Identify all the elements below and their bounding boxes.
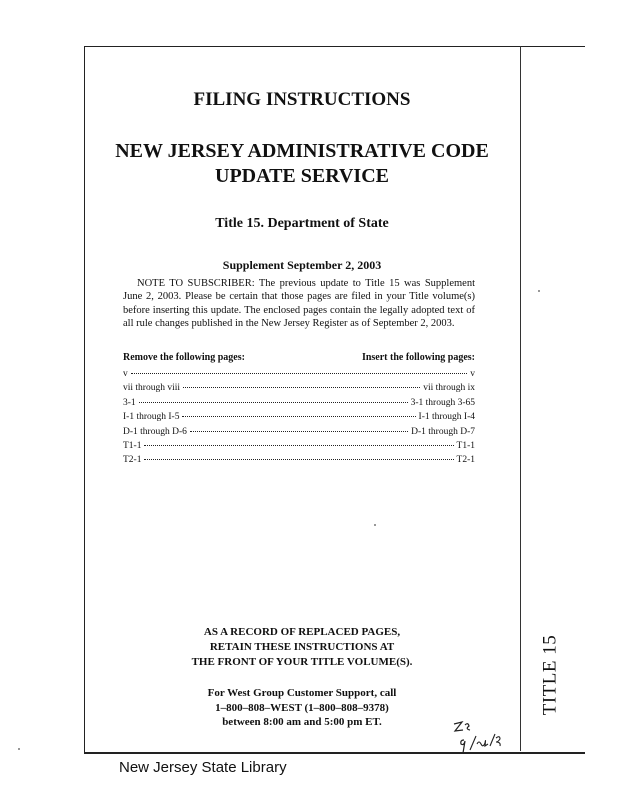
subscriber-note [123,277,475,331]
leader-dots [144,459,453,460]
remove-pages: T1-1 [123,440,142,451]
table-row [123,441,475,455]
title-tab [530,600,570,750]
table-row [123,369,475,383]
remove-header: Remove the following pages: [123,352,245,363]
title-subtitle: Title 15. Department of State [215,216,389,231]
leader-dots [190,431,408,432]
insert-pages: I-1 through I-4 [418,412,475,423]
insert-pages: D-1 through D-7 [411,426,475,437]
scan-speck [18,748,20,750]
leader-dots [144,445,453,446]
table-row [123,398,475,412]
remove-pages: vii through viii [123,383,180,394]
code-heading-line1: NEW JERSEY ADMINISTRATIVE CODE [115,140,489,162]
record-line3: THE FRONT OF YOUR TITLE VOLUME(S). [191,656,413,668]
leader-dots [183,387,420,388]
record-line2: RETAIN THESE INSTRUCTIONS AT [209,641,395,653]
insert-pages: T1-1 [456,440,475,451]
tab-divider [520,46,521,751]
insert-pages: vii through ix [423,383,475,394]
library-footer: New Jersey State Library [119,759,287,776]
leader-dots [131,373,468,374]
scan-speck [374,524,376,526]
pages-table [123,369,475,470]
record-notice [84,625,520,670]
insert-header: Insert the following pages: [361,352,475,363]
record-line1: AS A RECORD OF REPLACED PAGES, [203,626,401,638]
leader-dots [139,402,408,403]
table-row [123,412,475,426]
document-title: FILING INSTRUCTIONS [193,89,411,110]
leader-dots [182,416,415,417]
title-tab-label: TITLE 15 [539,634,561,716]
scan-speck [538,290,540,292]
remove-pages: 3-1 [123,397,136,408]
code-heading-line2: UPDATE SERVICE [215,165,389,187]
table-row [123,427,475,441]
support-line2: 1–800–808–WEST (1–800–808–9378) [215,701,389,714]
supplement-date: Supplement September 2, 2003 [222,258,382,272]
handwritten-initials-date [446,716,526,756]
table-row [123,455,475,469]
table-row [123,383,475,397]
subscriber-note-text: NOTE TO SUBSCRIBER: The previous update to Title 15 was Supplement June 2, 2003. Please be certain that those pages are filed in your Title volume(s) before inserting this update. The enclosed pages contain the legally adopted text of all rule changes published in the New Jersey Register as of September 2, 2003. [123,278,475,330]
insert-pages: 3-1 through 3-65 [410,397,475,408]
pages-table-header [123,352,475,363]
insert-pages: T2-1 [456,455,475,466]
remove-pages: v [123,369,128,379]
code-heading [84,139,520,189]
remove-pages: T2-1 [123,455,142,466]
support-line1: For West Group Customer Support, call [207,687,397,699]
remove-pages: I-1 through I-5 [123,412,180,423]
support-line3: between 8:00 am and 5:00 pm ET. [222,716,382,728]
remove-pages: D-1 through D-6 [123,426,187,437]
insert-pages: v [470,369,475,379]
